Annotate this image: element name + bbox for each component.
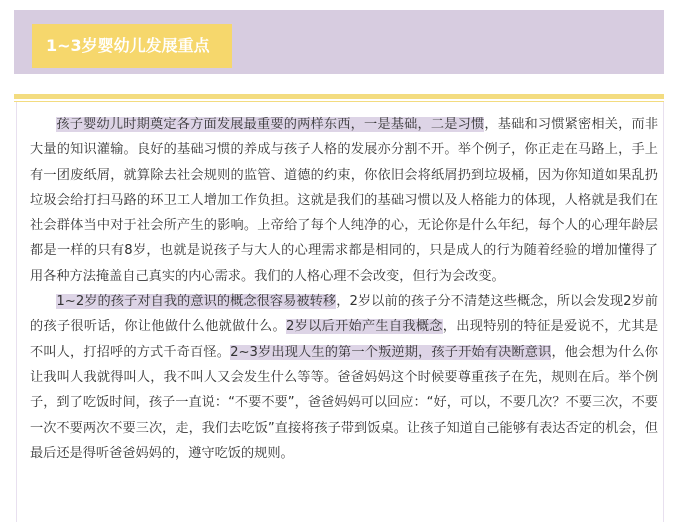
highlight-text: 1~2岁的孩子对自我的意识的概念很容易被转移 <box>56 294 337 310</box>
highlight-text: 2岁以后开始产生自我概念 <box>285 319 443 335</box>
body-text: ，他会想为什么你让我叫人我就得叫人，我不叫人又会发生什么等等。爸爸妈妈这个时候要尊重孩子在先，规则在后。举个例子，到了吃饭时间，孩子一直说：“不要不要”，爸爸妈妈可以回应：“好，可以，不要几次？不要三次，不要一次不要两次不要三次，走，我们去吃饭”直接将孩子带到饭桌。让孩子知道自己能够有表达否定的机会，但最后还是得听爸爸妈妈的，遵守吃饭的规则。 <box>30 344 658 461</box>
body-text: ，基础和习惯紧密相关，而非大量的知识灌输。良好的基础习惯的养成与孩子人格的发展亦分割不开。举个例子，你正走在马路上，手上有一团废纸屑，就算除去社会规则的监管、道德的约束，你依旧会将纸屑扔到垃圾桶，因为你知道如果乱扔垃圾会给打扫马路的环卫工人增加工作负担。这就是我们的基础习惯以及人格能力的体现，人格就是我们在社会群体当中对于社会所产生的影响。上帝给了每个人纯净的心，无论你是什么年纪，每个人的心理年龄层都是一样的只有8岁，也就是说孩子与大人的心理需求都是相同的，只是成人的行为随着经验的增加懂得了用各种方法掩盖自己真实的内心需求。我们的人格心理不会改变，但行为会改变。 <box>30 117 659 284</box>
header-band <box>14 10 664 74</box>
paragraph-1 <box>30 112 658 289</box>
article-body <box>30 112 658 466</box>
paragraph-2 <box>30 289 658 466</box>
highlight-text: 孩子婴幼儿时期奠定各方面发展最重要的两样东西，一是基础，二是习惯 <box>56 117 485 132</box>
section-title: 1~3岁婴幼儿发展重点 <box>32 24 232 68</box>
body-text: ，出现特别的特征是爱说不，尤其是不叫人，打招呼的方式千奇百怪。 <box>30 319 659 360</box>
highlight-text: 2~3岁出现人生的第一个叛逆期，孩子开始有决断意识 <box>230 344 552 360</box>
divider-rule <box>14 94 664 99</box>
body-text: ，2岁以前的孩子分不清楚这些概念，所以会发现2岁前的孩子很听话，你让他做什么他就做什么。 <box>30 294 658 335</box>
